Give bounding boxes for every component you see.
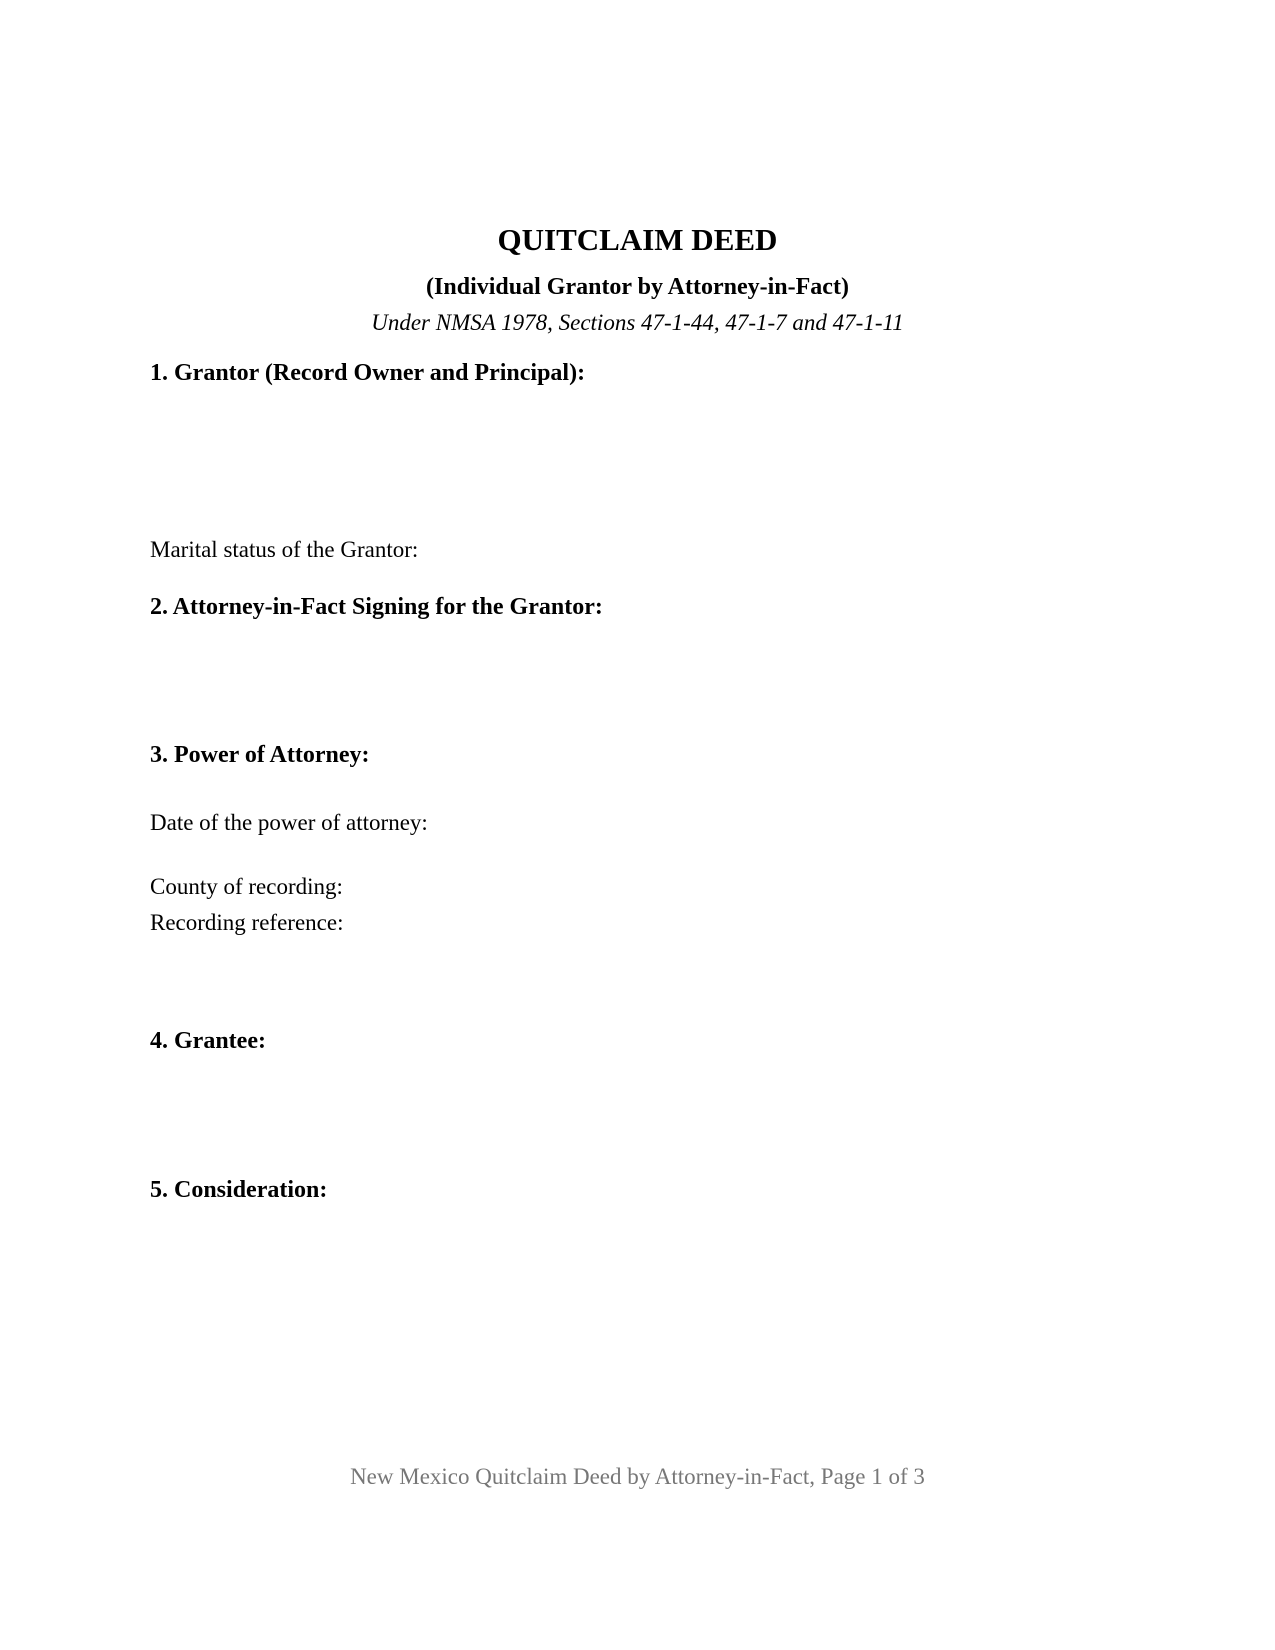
section-grantee-heading: 4. Grantee: — [150, 1028, 266, 1054]
marital-status-label: Marital status of the Grantor: — [150, 537, 419, 562]
section-attorney-in-fact-heading: 2. Attorney-in-Fact Signing for the Grantor: — [150, 594, 603, 620]
poa-date-label: Date of the power of attorney: — [150, 810, 428, 835]
document-title: QUITCLAIM DEED — [497, 222, 778, 257]
recording-reference-label: Recording reference: — [150, 910, 344, 935]
statute-reference: Under NMSA 1978, Sections 47-1-44, 47-1-7 and 47-1-11 — [371, 310, 904, 335]
document-subtitle: (Individual Grantor by Attorney-in-Fact) — [426, 274, 849, 300]
page-footer: New Mexico Quitclaim Deed by Attorney-in-Fact, Page 1 of 3 — [350, 1464, 925, 1489]
section-consideration-heading: 5. Consideration: — [150, 1177, 328, 1203]
section-power-of-attorney-heading: 3. Power of Attorney: — [150, 742, 370, 768]
county-of-recording-label: County of recording: — [150, 874, 343, 899]
section-grantor-heading: 1. Grantor (Record Owner and Principal): — [150, 360, 586, 386]
